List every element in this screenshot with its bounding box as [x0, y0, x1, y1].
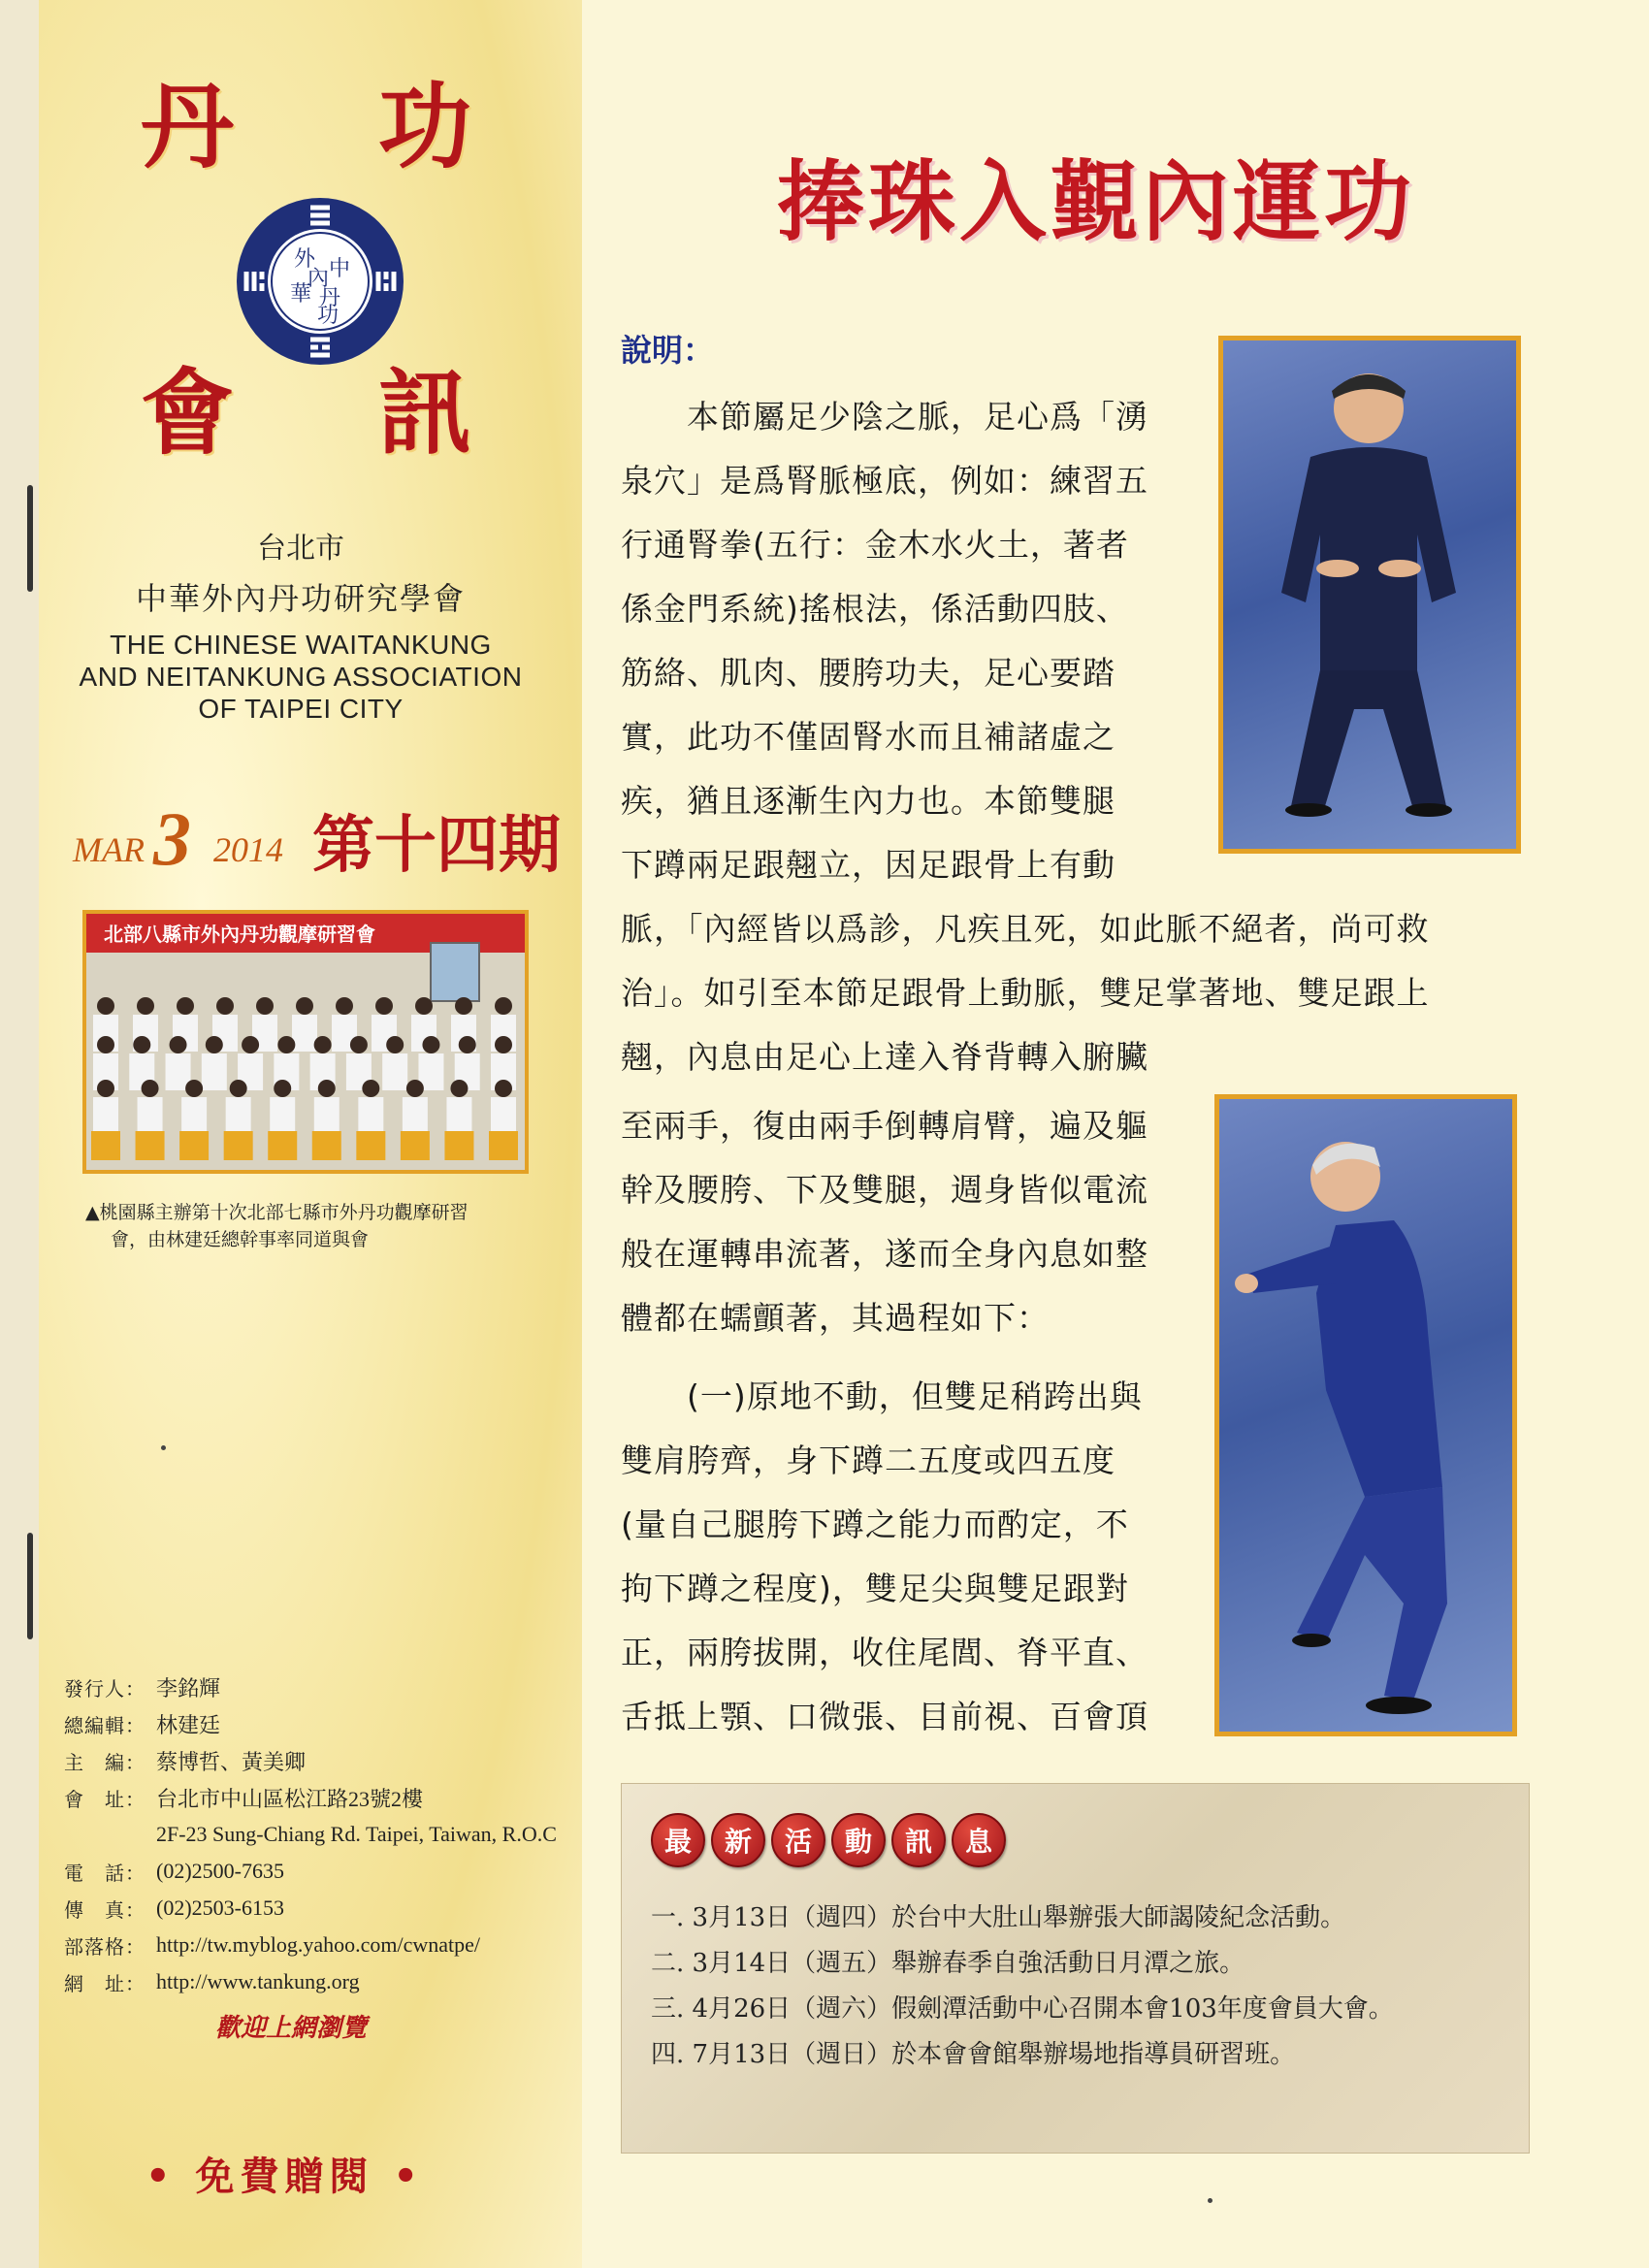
staff-row	[64, 1779, 588, 1816]
masthead-char: 丹	[141, 72, 234, 181]
news-item: 二. 3月14日（週五）舉辦春季自強活動日月潭之旅。	[651, 1949, 1245, 1978]
article-line: 行通腎拳(五行：金木水火土，著者	[621, 526, 1129, 564]
staff-value: 台北市中山區松江路23號2樓	[156, 1786, 424, 1811]
photo-person-legs	[224, 1131, 253, 1160]
article-line: 般在運轉串流著，遂而全身內息如整	[621, 1235, 1148, 1273]
photo-person-legs	[136, 1131, 165, 1160]
issue-number: 第十四期	[312, 809, 561, 882]
staff-value: 蔡博哲、黃美卿	[156, 1749, 307, 1774]
photo-caption-line: 會，由林建廷總幹事率同道與會	[111, 1229, 370, 1250]
emblem-glyph: 華	[289, 282, 312, 307]
photo-person-head	[375, 997, 393, 1015]
article-body-block	[621, 1365, 1148, 1749]
photo-person-head	[97, 1036, 114, 1053]
emblem-glyph: 內	[307, 267, 330, 291]
article-line: 至兩手，復由兩手倒轉肩臂，遍及軀	[621, 1107, 1148, 1145]
latest-news-box	[621, 1783, 1530, 2154]
staple	[27, 1533, 33, 1639]
photo-person-head	[455, 997, 472, 1015]
association-name-en-line: THE CHINESE WAITANKUNG	[110, 630, 492, 660]
staff-label: 主 編：	[64, 1750, 146, 1774]
association-name-zh: 中華外內丹功研究學會	[135, 580, 466, 617]
masthead-char: 功	[378, 72, 471, 181]
article-line: 實，此功不僅固腎水而且補諸虛之	[621, 718, 1116, 756]
staff-row	[64, 1963, 588, 2000]
master-side-illustration	[1219, 1099, 1512, 1732]
photo-person-head	[170, 1036, 187, 1053]
staff-value: (02)2503-6153	[156, 1895, 284, 1920]
photo-person-head	[450, 1080, 468, 1097]
photo-person-body	[202, 1053, 227, 1090]
photo-person-head	[314, 1036, 332, 1053]
photo-person-head	[296, 997, 313, 1015]
page-binding	[0, 0, 40, 2268]
staff-row	[64, 1853, 588, 1890]
article-line: 治」。如引至本節足跟骨上動脈，雙足掌著地、雙足跟上	[621, 974, 1430, 1012]
blog-url-link[interactable]: http://tw.myblog.yahoo.com/cwnatpe/	[156, 1932, 481, 1957]
photo-person-legs	[356, 1131, 385, 1160]
photo-person-head	[185, 1080, 203, 1097]
staff-label: 會 址：	[64, 1787, 146, 1811]
photo-person-head	[256, 997, 274, 1015]
photo-person-head	[230, 1080, 247, 1097]
article-line: 下蹲兩足跟翹立，因足跟骨上有動	[621, 846, 1116, 884]
photo-person-head	[362, 1080, 379, 1097]
article-body-block	[621, 1094, 1148, 1350]
article-line: 體都在蠕顫著，其過程如下：	[621, 1299, 1050, 1337]
photo-caption-line: ▲桃園縣主辦第十次北部七縣市外丹功觀摩研習	[85, 1202, 469, 1223]
photo-person-head	[206, 1036, 223, 1053]
staff-label: 總編輯：	[64, 1713, 146, 1737]
staff-label: 網 址：	[64, 1971, 146, 1995]
free-copy-label: • 免費贈閱 •	[146, 2154, 424, 2199]
staff-row	[64, 1705, 588, 1742]
staff-row	[64, 1742, 588, 1779]
photo-person-head	[142, 1080, 159, 1097]
section-label: 說明：	[621, 332, 715, 369]
issue-day: 3	[153, 796, 191, 881]
staff-label: 部落格：	[64, 1934, 146, 1959]
news-heading-char: 動	[831, 1813, 886, 1867]
article-line: (量自己腿胯下蹲之能力而酌定，不	[621, 1506, 1129, 1543]
article-line: 翹，內息由足心上達入脊背轉入腑臟	[621, 1038, 1148, 1076]
photo-banner-text: 北部八縣市外內丹功觀摩研習會	[104, 923, 375, 946]
staff-value: 李銘輝	[156, 1675, 221, 1701]
staff-row	[64, 1927, 588, 1963]
staff-label: 發行人：	[64, 1676, 146, 1701]
article-line: 正，兩胯拔開，收住尾閭、脊平直、	[621, 1634, 1148, 1671]
article-line: (一)原地不動，但雙足稍跨出與	[621, 1377, 1143, 1415]
emblem-glyph: 外	[293, 247, 316, 272]
photo-person-head	[422, 1036, 439, 1053]
photo-person-head	[274, 1080, 291, 1097]
photo-person-head	[495, 1036, 512, 1053]
photo-person-head	[350, 1036, 368, 1053]
article-line: 本節屬足少陰之脈，足心爲「湧	[621, 398, 1148, 436]
article-line: 雙肩胯齊，身下蹲二五度或四五度	[621, 1442, 1116, 1479]
photo-person-body	[382, 1053, 407, 1090]
staff-label: 電 話：	[64, 1861, 146, 1885]
photo-person-legs	[179, 1131, 209, 1160]
staff-value: (02)2500-7635	[156, 1859, 284, 1883]
association-city: 台北市	[257, 532, 344, 566]
photo-person-head	[277, 1036, 295, 1053]
photo-person-legs	[268, 1131, 297, 1160]
news-heading-char: 息	[952, 1813, 1006, 1867]
photo-person-head	[318, 1080, 336, 1097]
print-speck	[161, 1445, 166, 1450]
photo-person-head	[133, 1036, 150, 1053]
association-name-en-line: OF TAIPEI CITY	[198, 694, 404, 724]
photo-person-head	[97, 997, 114, 1015]
master-front-photo	[1218, 336, 1521, 854]
association-emblem-logo	[233, 194, 407, 369]
article-line: 筋絡、肌肉、腰胯功夫，足心要踏	[621, 654, 1116, 692]
photo-person-head	[495, 997, 512, 1015]
photo-person-head	[137, 997, 154, 1015]
masthead-char: 訊	[378, 358, 471, 468]
news-item: 四. 7月13日（週日）於本會會館舉辦場地指導員研習班。	[651, 2040, 1296, 2069]
article-line: 疾，猶且逐漸生內力也。本節雙腿	[621, 782, 1116, 820]
news-item: 三. 4月26日（週六）假劍潭活動中心召開本會103年度會員大會。	[651, 1994, 1394, 2024]
emblem-glyph: 功	[316, 304, 340, 328]
photo-person-body	[292, 1015, 317, 1052]
photo-person-head	[177, 997, 194, 1015]
news-heading-char: 最	[651, 1813, 705, 1867]
photo-person-legs	[489, 1131, 518, 1160]
staff-label: 傳 真：	[64, 1897, 146, 1922]
photo-person-head	[386, 1036, 404, 1053]
article-line: 拘下蹲之程度)，雙足尖與雙足跟對	[621, 1570, 1129, 1607]
photo-person-head	[336, 997, 353, 1015]
association-name-en-line: AND NEITANKUNG ASSOCIATION	[79, 662, 523, 692]
staff-value: 2F-23 Sung-Chiang Rd. Taipei, Taiwan, R.O.C	[156, 1822, 557, 1846]
photo-person-head	[242, 1036, 259, 1053]
staff-row	[64, 1669, 588, 1705]
news-heading-char: 新	[711, 1813, 765, 1867]
news-list	[651, 1895, 1514, 2078]
article-line: 係金門系統)搖根法，係活動四肢、	[621, 590, 1129, 628]
staff-value: 林建廷	[156, 1712, 221, 1737]
latest-news-heading	[651, 1813, 1006, 1867]
website-url-link[interactable]: http://www.tankung.org	[156, 1969, 360, 1993]
news-item: 一. 3月13日（週四）於台中大肚山舉辦張大師謁陵紀念活動。	[651, 1903, 1346, 1932]
emblem-glyph: 中	[328, 257, 351, 281]
staff-row	[64, 1890, 588, 1927]
masthead-char: 會	[141, 358, 234, 468]
emblem-glyph: 丹	[318, 286, 341, 310]
photo-person-legs	[401, 1131, 430, 1160]
publication-info	[64, 1669, 588, 2000]
association-name-en	[58, 629, 543, 725]
article-line: 脈，「內經皆以爲診，凡疾且死，如此脈不絕者，尚可救	[621, 910, 1430, 948]
group-photo	[82, 910, 529, 1174]
print-speck	[1208, 2198, 1212, 2203]
photo-person-head	[216, 997, 234, 1015]
news-heading-char: 活	[771, 1813, 825, 1867]
photo-person-legs	[444, 1131, 473, 1160]
news-heading-char: 訊	[891, 1813, 946, 1867]
photo-person-head	[495, 1080, 512, 1097]
photo-person-head	[459, 1036, 476, 1053]
photo-person-legs	[312, 1131, 341, 1160]
photo-person-head	[415, 997, 433, 1015]
article-line: 泉穴」是爲腎脈極底，例如：練習五	[621, 462, 1148, 500]
photo-person-head	[97, 1080, 114, 1097]
photo-person-legs	[91, 1131, 120, 1160]
issue-month: MAR	[73, 830, 145, 869]
staff-row	[64, 1816, 588, 1853]
group-photo-illustration	[86, 914, 525, 1170]
staple	[27, 485, 33, 592]
welcome-text: 歡迎上網瀏覽	[215, 2014, 368, 2043]
photo-caption	[85, 1199, 541, 1253]
master-front-illustration	[1223, 340, 1516, 849]
article-title: 捧珠入覲內運功	[777, 150, 1415, 253]
master-side-photo	[1214, 1094, 1517, 1736]
issue-year: 2014	[213, 830, 283, 869]
article-line: 舌抵上顎、口微張、目前視、百會頂	[621, 1698, 1148, 1735]
article-line: 幹及腰胯、下及雙腿，週身皆似電流	[621, 1171, 1148, 1209]
photo-person-head	[406, 1080, 424, 1097]
